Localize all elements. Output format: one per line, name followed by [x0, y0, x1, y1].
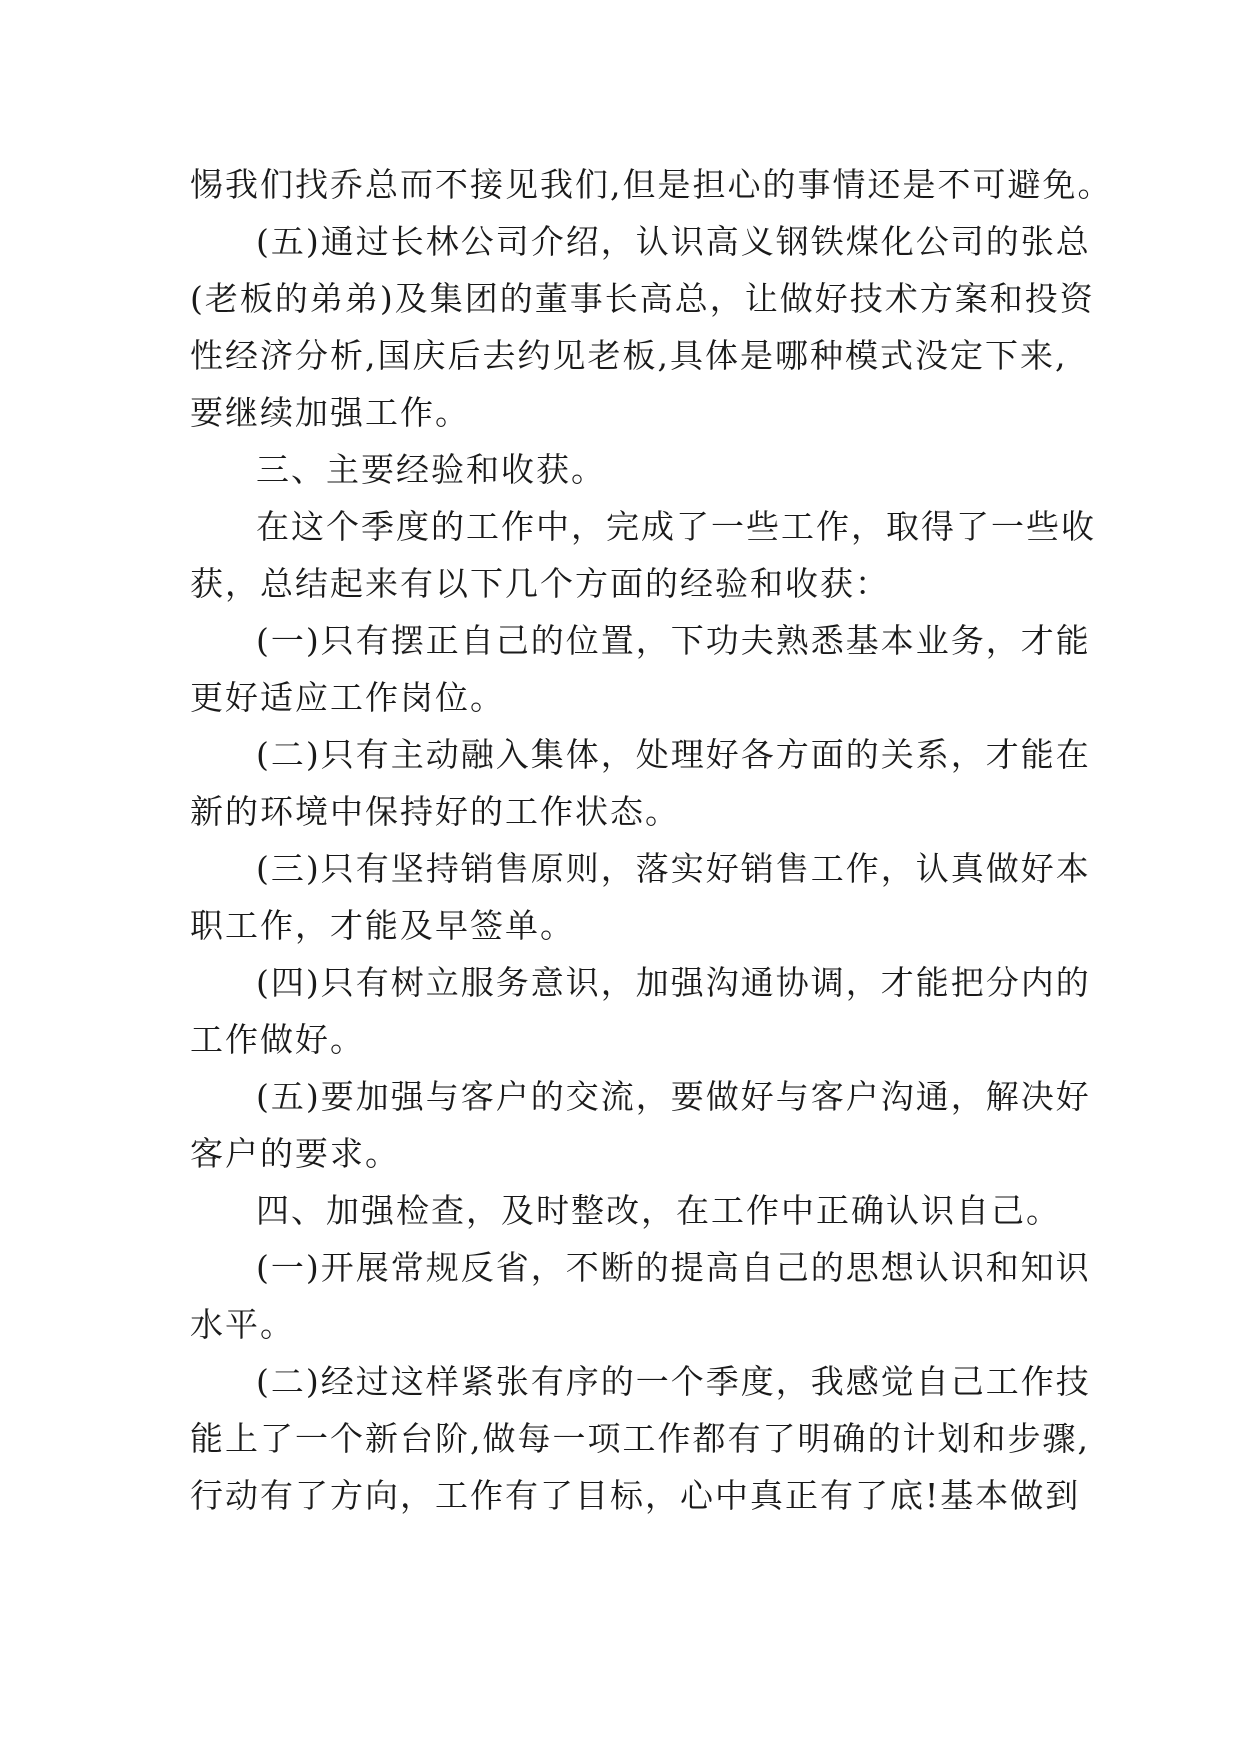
text-line: 惕我们找乔总而不接见我们,但是担心的事情还是不可避免。	[190, 165, 1113, 204]
text-line: 新的环境中保持好的工作状态。	[190, 792, 680, 831]
text-line: (四)只有树立服务意识，加强沟通协调，才能把分内的	[256, 963, 1091, 1002]
text-line: 更好适应工作岗位。	[190, 678, 505, 717]
text-line: 水平。	[190, 1305, 295, 1344]
text-line: 工作做好。	[190, 1020, 365, 1059]
text-line: 性经济分析,国庆后去约见老板,具体是哪种模式没定下来,	[190, 336, 1068, 375]
text-line: (一)只有摆正自己的位置，下功夫熟悉基本业务，才能	[256, 621, 1091, 660]
text-line: 在这个季度的工作中，完成了一些工作，取得了一些收	[256, 507, 1096, 546]
text-line: 职工作，才能及早签单。	[190, 906, 575, 945]
text-line: (老板的弟弟)及集团的董事长高总，让做好技术方案和投资	[190, 279, 1095, 318]
text-line: (二)经过这样紧张有序的一个季度，我感觉自己工作技	[256, 1362, 1091, 1401]
text-line: 客户的要求。	[190, 1134, 400, 1173]
text-line: 能上了一个新台阶,做每一项工作都有了明确的计划和步骤,	[190, 1419, 1090, 1458]
text-line: 要继续加强工作。	[190, 393, 470, 432]
text-line: 获，总结起来有以下几个方面的经验和收获：	[190, 564, 890, 603]
section-heading: 三、主要经验和收获。	[256, 450, 606, 489]
section-heading: 四、加强检查，及时整改，在工作中正确认识自己。	[256, 1191, 1061, 1230]
text-line: (五)通过长林公司介绍，认识高义钢铁煤化公司的张总	[256, 222, 1091, 261]
text-line: (五)要加强与客户的交流，要做好与客户沟通，解决好	[256, 1077, 1091, 1116]
text-line: (三)只有坚持销售原则，落实好销售工作，认真做好本	[256, 849, 1091, 888]
text-line: 行动有了方向，工作有了目标，心中真正有了底!基本做到	[190, 1476, 1081, 1515]
text-line: (一)开展常规反省，不断的提高自己的思想认识和知识	[256, 1248, 1091, 1287]
text-line: (二)只有主动融入集体，处理好各方面的关系，才能在	[256, 735, 1091, 774]
